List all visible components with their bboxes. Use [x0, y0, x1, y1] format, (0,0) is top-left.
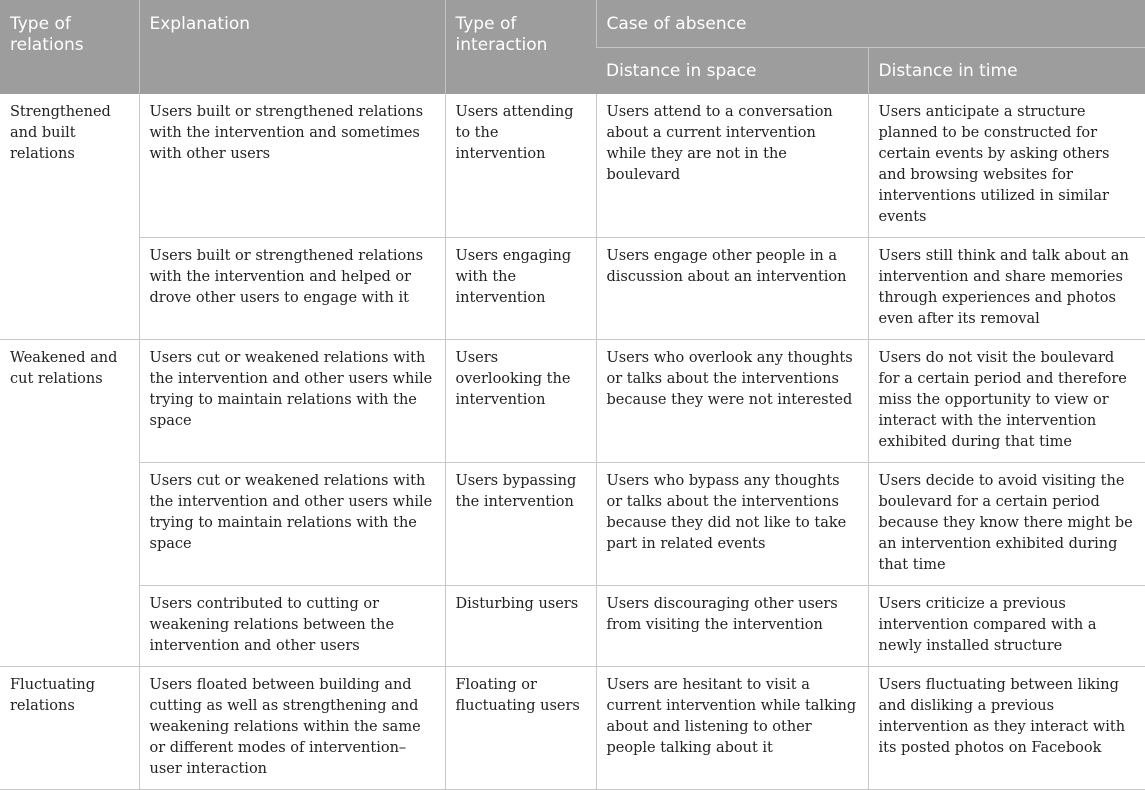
time-cell: Users still think and talk about an intervention and share memories through experiences and photos even after its removal	[868, 238, 1145, 340]
header-distance-in-time: Distance in time	[868, 48, 1145, 95]
interaction-cell: Users overlooking the intervention	[445, 340, 596, 463]
time-cell: Users do not visit the boulevard for a certain period and therefore miss the opportunity to view or interact with the intervention exhibited during that time	[868, 340, 1145, 463]
table-body	[0, 94, 1145, 790]
table-header	[0, 0, 1145, 94]
explanation-cell: Users cut or weakened relations with the intervention and other users while trying to maintain relations with the space	[139, 340, 445, 463]
space-cell: Users are hesitant to visit a current intervention while talking about and listening to other people talking about it	[596, 667, 868, 790]
explanation-cell: Users floated between building and cutting as well as strengthening and weakening relations within the same or different modes of intervention–user interaction	[139, 667, 445, 790]
relation-type-cell: Fluctuating relations	[0, 667, 139, 790]
table-row	[0, 586, 1145, 667]
explanation-cell: Users cut or weakened relations with the intervention and other users while trying to maintain relations with the space	[139, 463, 445, 586]
time-cell: Users fluctuating between liking and disliking a previous intervention as they interact with its posted photos on Facebook	[868, 667, 1145, 790]
relation-type-cell: Strengthened and built relations	[0, 94, 139, 340]
header-explanation: Explanation	[139, 0, 445, 94]
space-cell: Users engage other people in a discussion about an intervention	[596, 238, 868, 340]
table-row	[0, 340, 1145, 463]
table-row	[0, 238, 1145, 340]
header-case-of-absence: Case of absence	[596, 0, 1145, 48]
time-cell: Users anticipate a structure planned to be constructed for certain events by asking others and browsing websites for interventions utilized in similar events	[868, 94, 1145, 238]
explanation-cell: Users contributed to cutting or weakening relations between the intervention and other users	[139, 586, 445, 667]
table-row	[0, 667, 1145, 790]
header-type-of-interaction: Type of interaction	[445, 0, 596, 94]
space-cell: Users attend to a conversation about a current intervention while they are not in the boulevard	[596, 94, 868, 238]
interaction-cell: Floating or fluctuating users	[445, 667, 596, 790]
explanation-cell: Users built or strengthened relations with the intervention and helped or drove other users to engage with it	[139, 238, 445, 340]
space-cell: Users discouraging other users from visiting the intervention	[596, 586, 868, 667]
table-row	[0, 463, 1145, 586]
time-cell: Users criticize a previous intervention compared with a newly installed structure	[868, 586, 1145, 667]
header-distance-in-space: Distance in space	[596, 48, 868, 95]
interaction-cell: Users engaging with the intervention	[445, 238, 596, 340]
time-cell: Users decide to avoid visiting the boulevard for a certain period because they know there might be an intervention exhibited during that time	[868, 463, 1145, 586]
explanation-cell: Users built or strengthened relations with the intervention and sometimes with other users	[139, 94, 445, 238]
space-cell: Users who bypass any thoughts or talks about the interventions because they did not like to take part in related events	[596, 463, 868, 586]
space-cell: Users who overlook any thoughts or talks about the interventions because they were not interested	[596, 340, 868, 463]
table-row	[0, 94, 1145, 238]
header-type-of-relations: Type of relations	[0, 0, 139, 94]
interaction-cell: Disturbing users	[445, 586, 596, 667]
interaction-cell: Users bypassing the intervention	[445, 463, 596, 586]
interaction-cell: Users attending to the intervention	[445, 94, 596, 238]
relation-type-cell: Weakened and cut relations	[0, 340, 139, 667]
